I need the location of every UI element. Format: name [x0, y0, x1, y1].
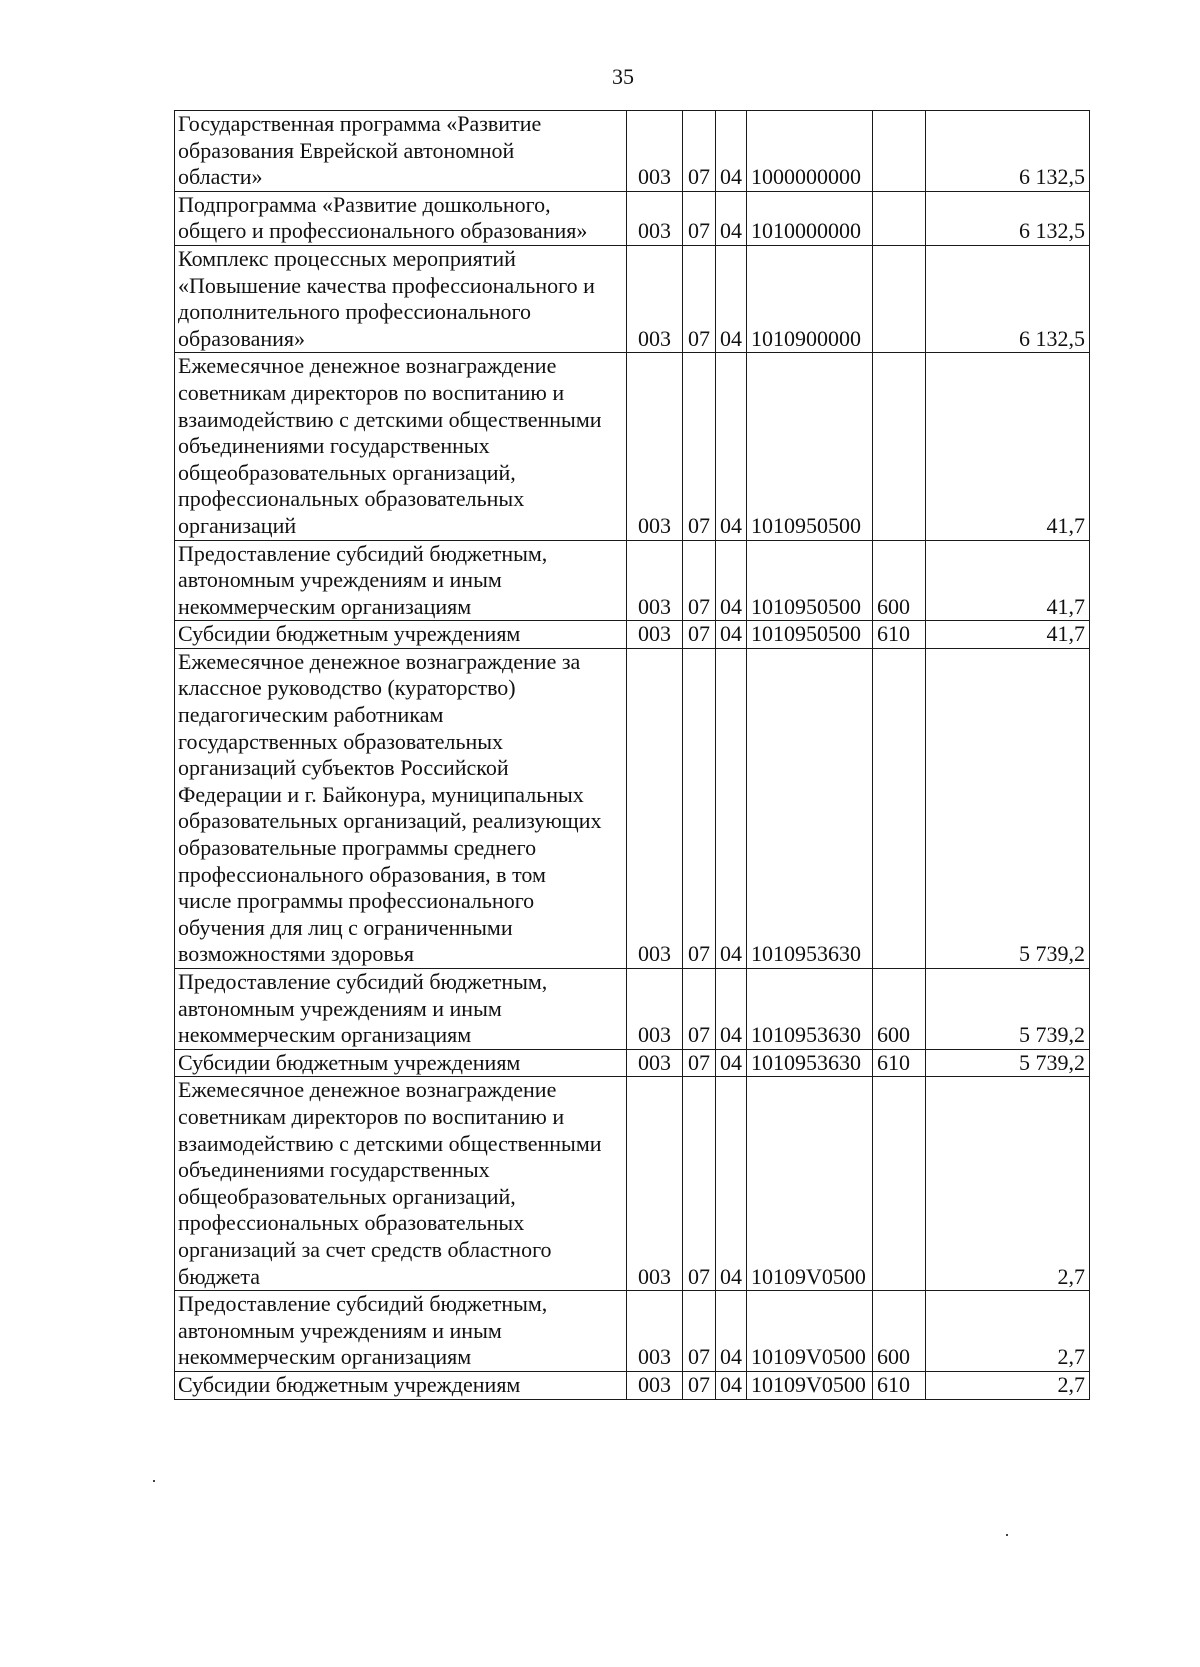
cell-target-article: 10109V0500	[747, 1291, 873, 1372]
item-name-line: организаций за счет средств областного	[178, 1236, 552, 1262]
table-row	[175, 621, 1090, 649]
item-name-line: педагогическим работникам	[178, 702, 444, 728]
cell-subsection-code: 04	[716, 111, 747, 192]
cell-admin-code: 003	[627, 1371, 683, 1399]
item-name-line: советникам директоров по воспитанию и	[178, 1103, 565, 1129]
item-name-line: объединениями государственных	[178, 433, 490, 459]
cell-admin-code: 003	[627, 353, 683, 540]
cell-target-article: 1010953630	[747, 648, 873, 968]
cell-section-code: 07	[683, 353, 716, 540]
item-name-line: профессионального образования, в том	[178, 861, 546, 887]
cell-section-code: 07	[683, 540, 716, 621]
scan-speck	[153, 1480, 155, 1482]
cell-expense-type	[873, 1077, 926, 1291]
item-name-line: Субсидии бюджетным учреждениям	[178, 1049, 521, 1075]
table-row	[175, 540, 1090, 621]
item-name-line: профессиональных образовательных	[178, 486, 525, 512]
cell-section-code: 07	[683, 111, 716, 192]
cell-expense-type: 610	[873, 1371, 926, 1399]
cell-expense-type	[873, 353, 926, 540]
table-row	[175, 191, 1090, 245]
cell-amount: 6 132,5	[926, 245, 1090, 352]
cell-item-name	[175, 191, 627, 245]
item-name-line: Комплекс процессных мероприятий	[178, 245, 516, 271]
item-name-line: числе программы профессионального	[178, 888, 535, 914]
item-name-line: советникам директоров по воспитанию и	[178, 379, 565, 405]
item-name-line: общеобразовательных организаций,	[178, 459, 516, 485]
cell-subsection-code: 04	[716, 969, 747, 1050]
table-row	[175, 1049, 1090, 1077]
cell-target-article: 1010900000	[747, 245, 873, 352]
cell-subsection-code: 04	[716, 1049, 747, 1077]
cell-target-article: 1010950500	[747, 621, 873, 649]
item-name-line: профессиональных образовательных	[178, 1210, 525, 1236]
cell-subsection-code: 04	[716, 245, 747, 352]
item-name-line: организаций субъектов Российской	[178, 755, 509, 781]
cell-target-article: 1010950500	[747, 540, 873, 621]
item-name-line: Государственная программа «Развитие	[178, 111, 542, 136]
item-name-line: автономным учреждениям и иным	[178, 567, 502, 593]
cell-admin-code: 003	[627, 1049, 683, 1077]
item-name-line: Федерации и г. Байконура, муниципальных	[178, 781, 584, 807]
item-name-line: автономным учреждениям и иным	[178, 995, 502, 1021]
cell-amount: 5 739,2	[926, 1049, 1090, 1077]
cell-item-name	[175, 648, 627, 968]
item-name-line: объединениями государственных	[178, 1157, 490, 1183]
table-row	[175, 648, 1090, 968]
cell-section-code: 07	[683, 648, 716, 968]
cell-amount: 41,7	[926, 353, 1090, 540]
cell-item-name	[175, 621, 627, 649]
cell-expense-type: 610	[873, 1049, 926, 1077]
cell-section-code: 07	[683, 191, 716, 245]
item-name-line: организаций	[178, 512, 297, 538]
cell-amount: 41,7	[926, 621, 1090, 649]
cell-target-article: 10109V0500	[747, 1371, 873, 1399]
item-name-line: области»	[178, 164, 263, 190]
item-name-line: Субсидии бюджетным учреждениям	[178, 621, 521, 647]
cell-expense-type	[873, 191, 926, 245]
item-name-line: Ежемесячное денежное вознаграждение	[178, 1077, 557, 1103]
cell-amount: 6 132,5	[926, 111, 1090, 192]
cell-admin-code: 003	[627, 1291, 683, 1372]
item-name-line: некоммерческим организациям	[178, 593, 472, 619]
budget-table	[174, 110, 1090, 1400]
cell-amount: 5 739,2	[926, 969, 1090, 1050]
cell-section-code: 07	[683, 1371, 716, 1399]
cell-admin-code: 003	[627, 245, 683, 352]
cell-target-article: 1010000000	[747, 191, 873, 245]
cell-admin-code: 003	[627, 540, 683, 621]
cell-item-name	[175, 245, 627, 352]
item-name-line: Ежемесячное денежное вознаграждение за	[178, 648, 581, 674]
item-name-line: общеобразовательных организаций,	[178, 1183, 516, 1209]
item-name-line: образования Еврейской автономной	[178, 137, 515, 163]
page-number: 35	[612, 64, 634, 89]
cell-item-name	[175, 969, 627, 1050]
cell-subsection-code: 04	[716, 353, 747, 540]
table-row	[175, 1077, 1090, 1291]
cell-subsection-code: 04	[716, 1371, 747, 1399]
item-name-line: Субсидии бюджетным учреждениям	[178, 1371, 521, 1397]
item-name-line: Предоставление субсидий бюджетным,	[178, 969, 548, 994]
cell-item-name	[175, 540, 627, 621]
budget-table-body	[175, 111, 1090, 1400]
item-name-line: государственных образовательных	[178, 728, 504, 754]
cell-admin-code: 003	[627, 191, 683, 245]
item-name-line: некоммерческим организациям	[178, 1344, 472, 1370]
item-name-line: Предоставление субсидий бюджетным,	[178, 1291, 548, 1317]
item-name-line: Предоставление субсидий бюджетным,	[178, 540, 548, 566]
cell-item-name	[175, 1077, 627, 1291]
cell-subsection-code: 04	[716, 648, 747, 968]
cell-expense-type: 600	[873, 969, 926, 1050]
item-name-line: классное руководство (кураторство)	[178, 675, 516, 701]
cell-expense-type	[873, 111, 926, 192]
item-name-line: общего и профессионального образования»	[178, 218, 588, 244]
cell-section-code: 07	[683, 969, 716, 1050]
cell-subsection-code: 04	[716, 1077, 747, 1291]
cell-section-code: 07	[683, 1077, 716, 1291]
item-name-line: возможностями здоровья	[178, 941, 414, 967]
scan-speck	[1006, 1534, 1008, 1536]
cell-target-article: 10109V0500	[747, 1077, 873, 1291]
cell-amount: 2,7	[926, 1371, 1090, 1399]
table-row	[175, 1371, 1090, 1399]
item-name-line: образования»	[178, 325, 306, 351]
cell-amount: 2,7	[926, 1291, 1090, 1372]
cell-admin-code: 003	[627, 969, 683, 1050]
table-row	[175, 245, 1090, 352]
cell-amount: 2,7	[926, 1077, 1090, 1291]
item-name-line: некоммерческим организациям	[178, 1022, 472, 1048]
item-name-line: Ежемесячное денежное вознаграждение	[178, 353, 557, 379]
cell-admin-code: 003	[627, 111, 683, 192]
item-name-line: автономным учреждениям и иным	[178, 1317, 502, 1343]
table-row	[175, 1291, 1090, 1372]
cell-subsection-code: 04	[716, 191, 747, 245]
cell-expense-type: 600	[873, 540, 926, 621]
cell-section-code: 07	[683, 1049, 716, 1077]
cell-expense-type	[873, 245, 926, 352]
cell-section-code: 07	[683, 621, 716, 649]
cell-subsection-code: 04	[716, 540, 747, 621]
cell-item-name	[175, 1371, 627, 1399]
item-name-line: образовательные программы среднего	[178, 835, 537, 861]
table-row	[175, 111, 1090, 192]
item-name-line: дополнительного профессионального	[178, 299, 531, 325]
item-name-line: взаимодействию с детскими общественными	[178, 406, 602, 432]
table-row	[175, 353, 1090, 540]
cell-amount: 41,7	[926, 540, 1090, 621]
cell-admin-code: 003	[627, 648, 683, 968]
cell-admin-code: 003	[627, 1077, 683, 1291]
item-name-line: «Повышение качества профессионального и	[178, 272, 595, 298]
cell-expense-type	[873, 648, 926, 968]
cell-subsection-code: 04	[716, 1291, 747, 1372]
item-name-line: бюджета	[178, 1263, 261, 1289]
item-name-line: образовательных организаций, реализующих	[178, 808, 602, 834]
cell-target-article: 1010953630	[747, 1049, 873, 1077]
cell-admin-code: 003	[627, 621, 683, 649]
cell-amount: 5 739,2	[926, 648, 1090, 968]
cell-target-article: 1010953630	[747, 969, 873, 1050]
cell-section-code: 07	[683, 245, 716, 352]
cell-target-article: 1010950500	[747, 353, 873, 540]
cell-item-name	[175, 1049, 627, 1077]
item-name-line: взаимодействию с детскими общественными	[178, 1130, 602, 1156]
item-name-line: Подпрограмма «Развитие дошкольного,	[178, 191, 551, 217]
cell-amount: 6 132,5	[926, 191, 1090, 245]
item-name-line: обучения для лиц с ограниченными	[178, 914, 513, 940]
cell-subsection-code: 04	[716, 621, 747, 649]
cell-item-name	[175, 353, 627, 540]
cell-section-code: 07	[683, 1291, 716, 1372]
cell-expense-type: 600	[873, 1291, 926, 1372]
cell-item-name	[175, 111, 627, 192]
table-row	[175, 969, 1090, 1050]
cell-item-name	[175, 1291, 627, 1372]
cell-expense-type: 610	[873, 621, 926, 649]
cell-target-article: 1000000000	[747, 111, 873, 192]
